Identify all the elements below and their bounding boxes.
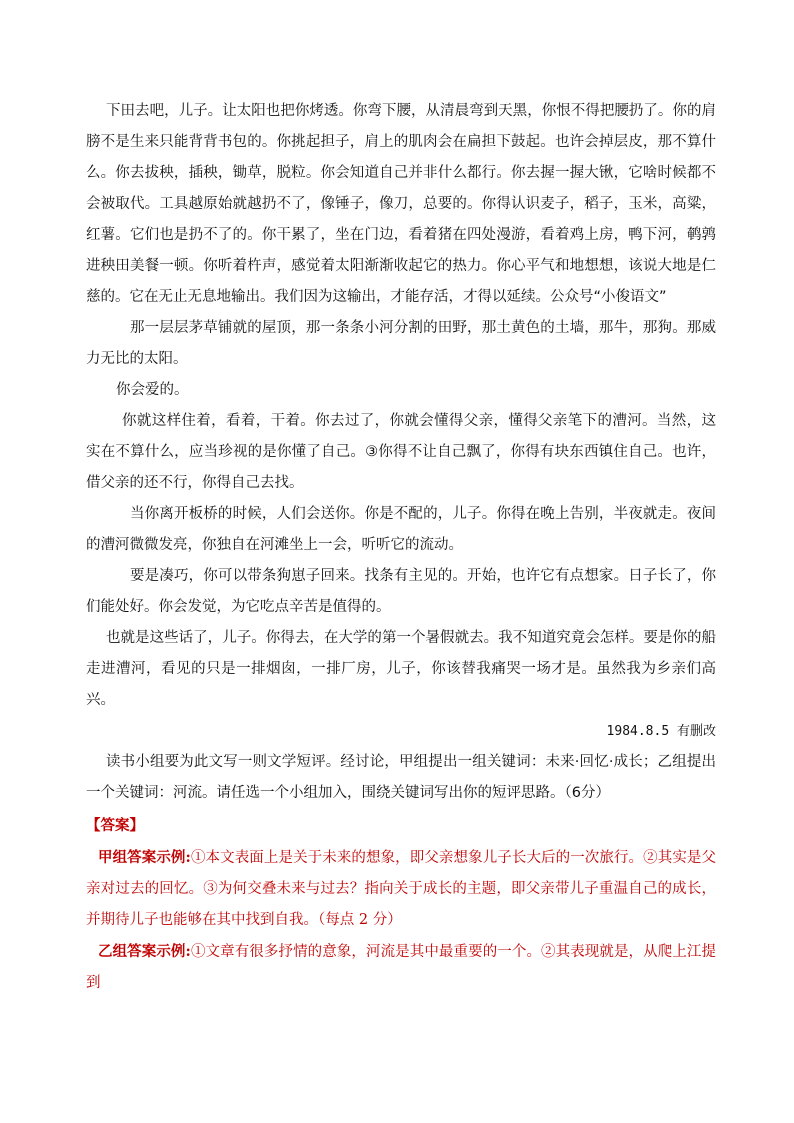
question-text: 读书小组要为此文写一则文学短评。经讨论，甲组提出一组关键词：未来·回忆·成长；乙组提出一个关键词：河流。请任选一个小组加入，围绕关键词写出你的短评思路。（6分） [86,754,716,801]
paragraph-7: 也就是这些话了，儿子。你得去，在大学的第一个暑假就去。我不知道究竟会怎样。要是你的船走进漕河，看见的只是一排烟囱，一排厂房，儿子，你该替我痛哭一场才是。虽然我为乡亲们高兴。 [86,630,716,708]
paragraph-2: 那一层层茅草铺就的屋顶，那一条条小河分割的田野，那土黄色的土墙，那牛，那狗。那威力无比的太阳。 [86,320,716,367]
date-note: 1984.8.5 有删改 [606,724,716,739]
answer-a [86,842,716,936]
paragraph-1: 下田去吧，儿子。让太阳也把你烤透。你弯下腰，从清晨弯到天黑，你恨不得把腰扔了。你的肩膀不是生来只能背背书包的。你挑起担子，肩上的肌肉会在扁担下鼓起。也许会掉层皮，那不算什么。你去拔秧，插秧，锄草，脱粒。你会知道自己并非什么都行。你去握一握大锹，它啥时候都不会被取代。工具越原始就越扔不了，像锤子，像刀，总要的。你得认识麦子，稻子，玉米，高粱，红薯。它们也是扔不了的。你干累了，坐在门边，看着猪在四处漫游，看着鸡上房，鸭下河，鹌鹑进秧田美餐一顿。你听着杵声，感觉着太阳渐渐收起它的热力。你心平气和地想想，该说大地是仁慈的。它在无止无息地输出。我们因为这输出，才能存活，才得以延续。公众号“小俊语文” [86,103,716,305]
paragraph-4: 你就这样住着，看着，干着。你去过了，你就会懂得父亲，懂得父亲笔下的漕河。当然，这实在不算什么，应当珍视的是你懂了自己。③你得不让自己飘了，你得有块东西镇住自己。也许，借父亲的还不行，你得自己去找。 [86,413,716,491]
answer-b-label: 乙组答案示例: [98,943,191,960]
paragraph-3: 你会爱的。 [116,382,189,398]
answer-b-text: ①文章有很多抒情的意象，河流是其中最重要的一个。②其表现就是，从爬上江提到 [86,944,716,991]
answer-a-label: 甲组答案示例: [98,849,191,866]
answer-b [86,936,716,999]
answer-a-text: ①本文表面上是关于未来的想象，即父亲想象儿子长大后的一次旅行。②其实是父亲对过去的回忆。③为何交叠未来与过去？指向关于成长的主题，即父亲带儿子重温自己的成长，并期待儿子也能够在其中找到自我。（每点 2 分） [86,850,716,928]
paragraph-6: 要是凑巧，你可以带条狗崽子回来。找条有主见的。开始，也许它有点想家。日子长了，你们能处好。你会发觉，为它吃点辛苦是值得的。 [86,568,716,615]
document-body [86,96,716,999]
answer-tag: 【答案】 [86,818,144,834]
paragraph-5: 当你离开板桥的时候，人们会送你。你是不配的，儿子。你得在晚上告别，半夜就走。夜间的漕河微微发亮，你独自在河滩坐上一会，听听它的流动。 [86,506,716,553]
